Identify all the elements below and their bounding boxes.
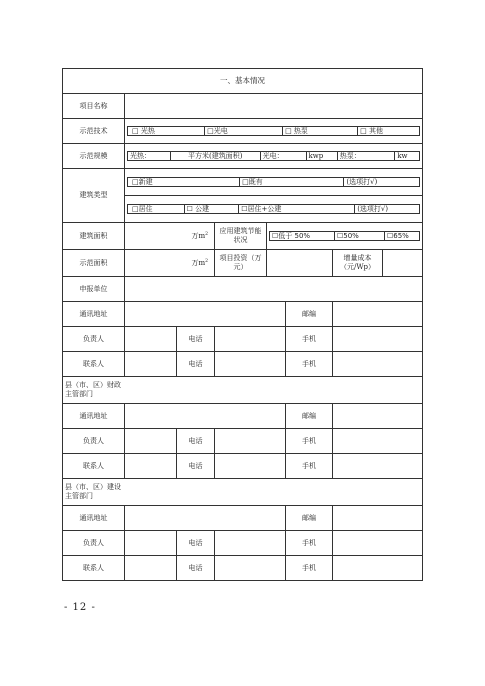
project-name-label: 项目名称 — [63, 94, 125, 119]
project-name-field[interactable] — [125, 94, 423, 119]
person-label: 负责人 — [63, 429, 125, 454]
energy-status-options — [267, 223, 423, 250]
address-field[interactable] — [125, 506, 286, 531]
person-label: 负责人 — [63, 531, 125, 556]
mobile-label: 手机 — [286, 454, 333, 479]
scale-kw-unit: kw — [395, 151, 420, 161]
building-type-row-2 — [125, 196, 423, 223]
mobile-field[interactable] — [333, 327, 423, 352]
contact-label: 联系人 — [63, 454, 125, 479]
scale-kwp-unit: kwp — [306, 151, 337, 161]
phone-field[interactable] — [215, 556, 286, 581]
person-field[interactable] — [125, 327, 177, 352]
building-type-hint-1: (选项打√) — [344, 177, 420, 187]
energy-option-65[interactable]: ☐65% — [385, 231, 420, 241]
contact-field[interactable] — [125, 454, 177, 479]
mobile-field[interactable] — [333, 454, 423, 479]
contact-label: 联系人 — [63, 556, 125, 581]
mobile-field[interactable] — [333, 556, 423, 581]
phone-label: 电话 — [177, 556, 215, 581]
phone-field[interactable] — [215, 454, 286, 479]
address-label: 通讯地址 — [63, 506, 125, 531]
person-label: 负责人 — [63, 327, 125, 352]
phone-label: 电话 — [177, 531, 215, 556]
demo-area-label: 示范面积 — [63, 250, 125, 277]
contact-label: 联系人 — [63, 352, 125, 377]
scale-pv-label: 光电： — [260, 151, 306, 161]
scale-sqm-note: 平方米(建筑面积) — [170, 151, 260, 161]
demo-tech-options — [125, 119, 423, 144]
applicant-label: 申报单位 — [63, 277, 125, 302]
tech-option-other[interactable]: □ 其他 — [358, 126, 420, 136]
phone-label: 电话 — [177, 429, 215, 454]
postcode-label: 邮编 — [286, 404, 333, 429]
incremental-cost-label: 增量成本（元/Wp） — [333, 250, 383, 277]
mobile-field[interactable] — [333, 352, 423, 377]
postcode-field[interactable] — [333, 506, 423, 531]
mobile-label: 手机 — [286, 531, 333, 556]
section-title: 一、基本情况 — [63, 69, 423, 94]
finance-dept-label: 县（市、区）财政主管部门 — [63, 377, 423, 404]
mobile-label: 手机 — [286, 429, 333, 454]
address-label: 通讯地址 — [63, 404, 125, 429]
scale-heat-pump-label: 热泵： — [337, 151, 395, 161]
mobile-label: 手机 — [286, 352, 333, 377]
tech-option-solar-thermal[interactable]: □ 光热 — [128, 126, 205, 136]
phone-field[interactable] — [215, 327, 286, 352]
demo-scale-label: 示范规模 — [63, 144, 125, 169]
address-field[interactable] — [125, 404, 286, 429]
demo-area-field[interactable] — [125, 250, 215, 277]
option-existing[interactable]: □既有 — [240, 177, 344, 187]
demo-area-unit: 万m — [191, 258, 206, 267]
building-area-unit: 万m — [191, 231, 206, 240]
option-public[interactable]: ☐ 公建 — [184, 204, 239, 214]
applicant-field[interactable] — [125, 277, 423, 302]
page-number: - 12 - — [64, 602, 96, 613]
person-field[interactable] — [125, 531, 177, 556]
mobile-label: 手机 — [286, 327, 333, 352]
postcode-field[interactable] — [333, 404, 423, 429]
mobile-label: 手机 — [286, 556, 333, 581]
building-area-label: 建筑面积 — [63, 223, 125, 250]
energy-status-label: 应用建筑节能状况 — [215, 223, 267, 250]
phone-label: 电话 — [177, 327, 215, 352]
person-field[interactable] — [125, 429, 177, 454]
option-residential[interactable]: □居住 — [128, 204, 185, 214]
investment-label: 项目投资（万元） — [215, 250, 267, 277]
phone-label: 电话 — [177, 454, 215, 479]
basic-info-form — [62, 68, 423, 581]
postcode-label: 邮编 — [286, 302, 333, 327]
incremental-cost-field[interactable] — [383, 250, 423, 277]
building-area-unit-sup: 2 — [205, 231, 208, 237]
phone-field[interactable] — [215, 429, 286, 454]
building-type-hint-2: (选项打√) — [355, 204, 420, 214]
postcode-field[interactable] — [333, 302, 423, 327]
building-type-row-1 — [125, 169, 423, 196]
address-label: 通讯地址 — [63, 302, 125, 327]
demo-scale-fields[interactable] — [125, 144, 423, 169]
postcode-label: 邮编 — [286, 506, 333, 531]
mobile-field[interactable] — [333, 531, 423, 556]
energy-option-below-50[interactable]: ☐低于 50% — [270, 231, 335, 241]
scale-solar-thermal-label: 光热： — [128, 151, 171, 161]
phone-field[interactable] — [215, 352, 286, 377]
building-area-field[interactable] — [125, 223, 215, 250]
investment-field[interactable] — [267, 250, 333, 277]
contact-field[interactable] — [125, 352, 177, 377]
tech-option-heat-pump[interactable]: □ 热泵 — [283, 126, 358, 136]
phone-field[interactable] — [215, 531, 286, 556]
option-residential-public[interactable]: ☐居住+公建 — [239, 204, 355, 214]
demo-tech-label: 示范技术 — [63, 119, 125, 144]
demo-area-unit-sup: 2 — [205, 258, 208, 264]
building-type-label: 建筑类型 — [63, 169, 125, 223]
energy-option-50[interactable]: ☐50% — [335, 231, 385, 241]
tech-option-pv[interactable]: □光电 — [205, 126, 283, 136]
mobile-field[interactable] — [333, 429, 423, 454]
address-field[interactable] — [125, 302, 286, 327]
option-new-build[interactable]: □新建 — [128, 177, 240, 187]
phone-label: 电话 — [177, 352, 215, 377]
construction-dept-label: 县（市、区）建设主管部门 — [63, 479, 423, 506]
contact-field[interactable] — [125, 556, 177, 581]
